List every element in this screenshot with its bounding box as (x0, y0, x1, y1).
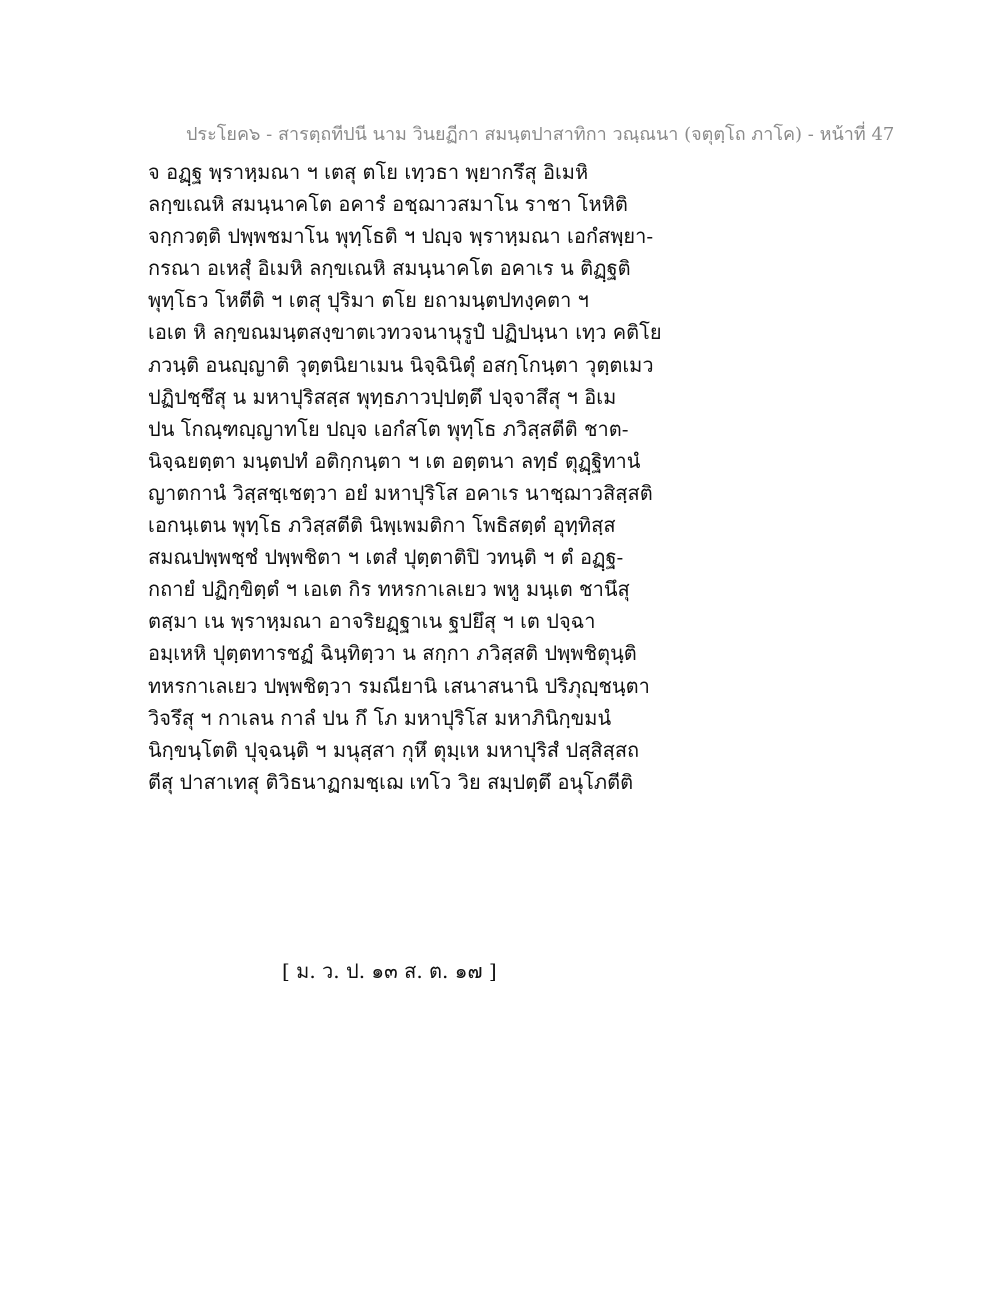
text-line: สมณปพฺพชฺชํ ปพฺพชิตา ฯ เตสํ ปุตฺตาติปิ วทนฺติ ฯ ตํ อฏฺฐ- (148, 545, 624, 570)
text-line: เอเต หิ ลกฺขณมนฺตสงฺขาตเวทวจนานุรูปํ ปฏิปนฺนา เทฺว คติโย (148, 320, 662, 345)
text-line: เอกนฺเตน พุทฺโธ ภวิสฺสตีติ นิพฺเพมติกา โพธิสตฺตํ อุทฺทิสฺส (148, 513, 616, 538)
text-line: นิกฺขนฺโตติ ปุจฺฉนฺติ ฯ มนุสฺสา กุหึ ตุมฺเห มหาปุริสํ ปสฺสิสฺสถ (148, 737, 640, 762)
text-line: จ อฏฺฐ พฺราหฺมณา ฯ เตสุ ตโย เทฺวธา พฺยากรึสุ อิเมหิ (148, 160, 589, 184)
text-line: กรณา อเหสุํ อิเมหิ ลกฺขเณหิ สมนฺนาคโต อคาเร น ติฏฺฐติ (148, 256, 631, 281)
text-line: ภวนฺติ อนญฺญาติ วุตฺตนิยาเมน นิจฺฉินิตุํ อสกฺโกนฺตา วุตฺตเมว (148, 352, 654, 377)
text-line: อมฺเหหิ ปุตฺตทารชฏํ ฉินฺทิตฺวา น สกฺกา ภวิสฺสติ ปพฺพชิตุนฺติ (148, 641, 637, 666)
text-line: วิจรึสุ ฯ กาเลน กาลํ ปน กึ โภ มหาปุริโส มหาภินิกฺขมนํ (148, 705, 612, 730)
text-line: ปฏิปชฺชึสุ น มหาปุริสสฺส พุทฺธภาวปฺปตฺตึ ปจฺจาสึสุ ฯ อิเม (148, 384, 617, 409)
text-line: ญาตกานํ วิสฺสชฺเชตฺวา อยํ มหาปุริโส อคาเร นาชฺฌาวสิสฺสติ (148, 480, 653, 505)
text-line: ปน โกณฺฑญฺญาทโย ปญฺจ เอกํสโต พุทฺโธ ภวิสฺสตีติ ชาต- (148, 416, 629, 441)
running-header: ประโยค๖ - สารตฺถทีปนี นาม วินยฏีกา สมนฺตปาสาทิกา วณฺณนา (จตุตฺโถ ภาโค) - หน้าที่ 47 (186, 124, 895, 145)
text-line: ทหรกาเลเยว ปพฺพชิตฺวา รมณียานิ เสนาสนานิ ปริภุญฺชนฺตา (148, 673, 650, 698)
source-reference: [ ม. ว. ป. ๑๓ ส. ต. ๑๗ ] (282, 959, 497, 983)
body-text (148, 156, 688, 798)
text-line: กถายํ ปฏิกฺขิตฺตํ ฯ เอเต กิร ทหรกาเลเยว พหู มนฺเต ชานึสุ (148, 577, 630, 602)
text-line: ตสฺมา เน พฺราหฺมณา อาจริยฏฺฐาเน ฐปยึสุ ฯ เต ปจฺฉา (148, 609, 596, 634)
text-line: ตีสุ ปาสาเทสุ ติวิธนาฏกมชฺเฌ เทโว วิย สมฺปตฺตึ อนุโภตีติ (148, 769, 634, 794)
text-line: ลกฺขเณหิ สมนฺนาคโต อคารํ อชฺฌาวสมาโน ราชา โหหิติ (148, 192, 628, 217)
text-line: พุทฺโธว โหตีติ ฯ เตสุ ปุริมา ตโย ยถามนฺตปทงฺคตา ฯ (148, 288, 589, 313)
text-line: จกฺกวตฺติ ปพฺพชมาโน พุทฺโธติ ฯ ปญฺจ พฺราหฺมณา เอกํสพฺยา- (148, 224, 654, 249)
text-line: นิจฺฉยตฺตา มนฺตปทํ อติกฺกนฺตา ฯ เต อตฺตนา ลทฺธํ ตุฏฺฐิทานํ (148, 448, 641, 473)
